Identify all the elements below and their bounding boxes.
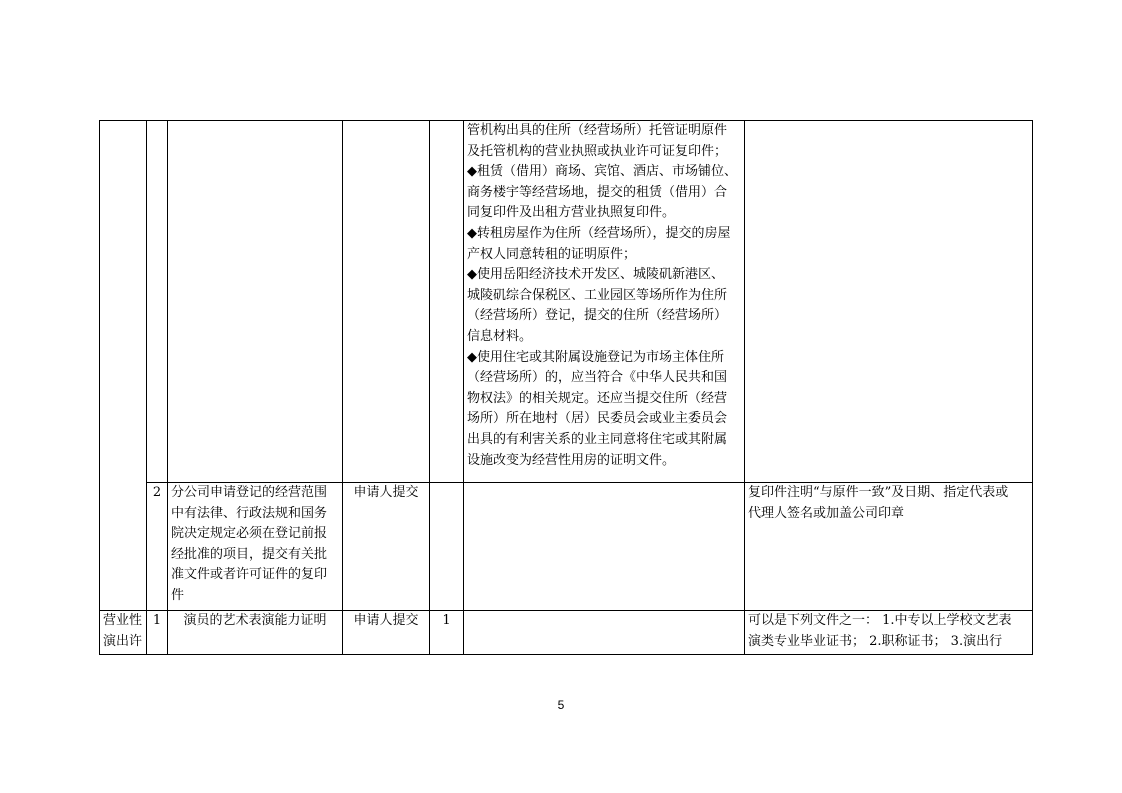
- table-row: [100, 611, 1033, 655]
- requirement-cell: [464, 121, 745, 483]
- table-row: [100, 483, 1033, 611]
- count-cell: [430, 121, 464, 483]
- requirement-line: 管机构出具的住所（经营场所）托管证明原件: [467, 123, 728, 138]
- category-line: 演出许: [103, 633, 143, 649]
- note-cell: [745, 483, 1033, 611]
- source-cell: 申请人提交: [343, 483, 430, 611]
- material-line: 件: [171, 587, 185, 603]
- requirement-line: 城陵矶综合保税区、工业园区等场所作为住所: [467, 287, 728, 303]
- material-cell: 演员的艺术表演能力证明: [168, 611, 343, 655]
- material-line: 分公司申请登记的经营范围: [171, 485, 328, 500]
- note-cell: [745, 611, 1033, 655]
- requirement-line: ◆租赁（借用）商场、宾馆、酒店、市场铺位、: [467, 164, 737, 180]
- page-number: 5: [557, 698, 565, 712]
- material-line: 院决定规定必须在登记前报: [171, 526, 328, 542]
- index-cell: 2: [147, 483, 168, 611]
- category-cell: [100, 611, 147, 655]
- note-line: 代理人签名或加盖公司印章: [748, 505, 905, 521]
- material-line: 准文件或者许可证件的复印: [171, 567, 328, 583]
- note-line: 复印件注明“与原件一致”及日期、指定代表或: [748, 485, 1009, 500]
- material-line: 中有法律、行政法规和国务: [171, 505, 328, 521]
- requirement-line: 商务楼宇等经营场地，提交的租赁（借用）合: [467, 184, 728, 200]
- note-cell: [745, 121, 1033, 483]
- requirements-table: [99, 120, 1033, 655]
- requirement-line: 同复印件及出租方营业执照复印件。: [467, 205, 676, 221]
- requirement-line: 物权法》的相关规定。还应当提交住所（经营: [467, 390, 728, 406]
- material-cell: [168, 483, 343, 611]
- table-row: [100, 121, 1033, 483]
- category-line: 营业性: [103, 613, 143, 628]
- note-line: 演类专业毕业证书； 2.职称证书； 3.演出行: [748, 633, 1003, 649]
- index-cell: 1: [147, 611, 168, 655]
- index-cell: [147, 121, 168, 483]
- source-cell: [343, 121, 430, 483]
- requirement-line: （经营场所）登记，提交的住所（经营场所）: [467, 308, 728, 324]
- category-cell: [100, 121, 147, 611]
- note-line: 可以是下列文件之一： 1.中专以上学校文艺表: [748, 613, 1012, 628]
- requirement-line: ◆使用住宅或其附属设施登记为市场主体住所: [467, 349, 724, 365]
- requirement-line: 场所）所在地村（居）民委员会或业主委员会: [467, 411, 728, 427]
- requirement-line: 及托管机构的营业执照或执业许可证复印件；: [467, 143, 728, 159]
- requirement-line: 产权人同意转租的证明原件；: [467, 246, 637, 262]
- requirement-line: 出具的有利害关系的业主同意将住宅或其附属: [467, 431, 728, 447]
- material-cell: [168, 121, 343, 483]
- requirement-cell: [464, 483, 745, 611]
- source-cell: 申请人提交: [343, 611, 430, 655]
- count-cell: [430, 483, 464, 611]
- requirement-line: 信息材料。: [467, 328, 533, 344]
- requirement-line: 设施改变为经营性用房的证明文件。: [467, 452, 676, 468]
- count-cell: 1: [430, 611, 464, 655]
- requirement-line: ◆转租房屋作为住所（经营场所），提交的房屋: [467, 225, 731, 241]
- material-line: 经批准的项目，提交有关批: [171, 546, 328, 562]
- requirement-cell: [464, 611, 745, 655]
- requirement-line: ◆使用岳阳经济技术开发区、城陵矶新港区、: [467, 267, 724, 283]
- requirement-line: （经营场所）的，应当符合《中华人民共和国: [467, 370, 728, 386]
